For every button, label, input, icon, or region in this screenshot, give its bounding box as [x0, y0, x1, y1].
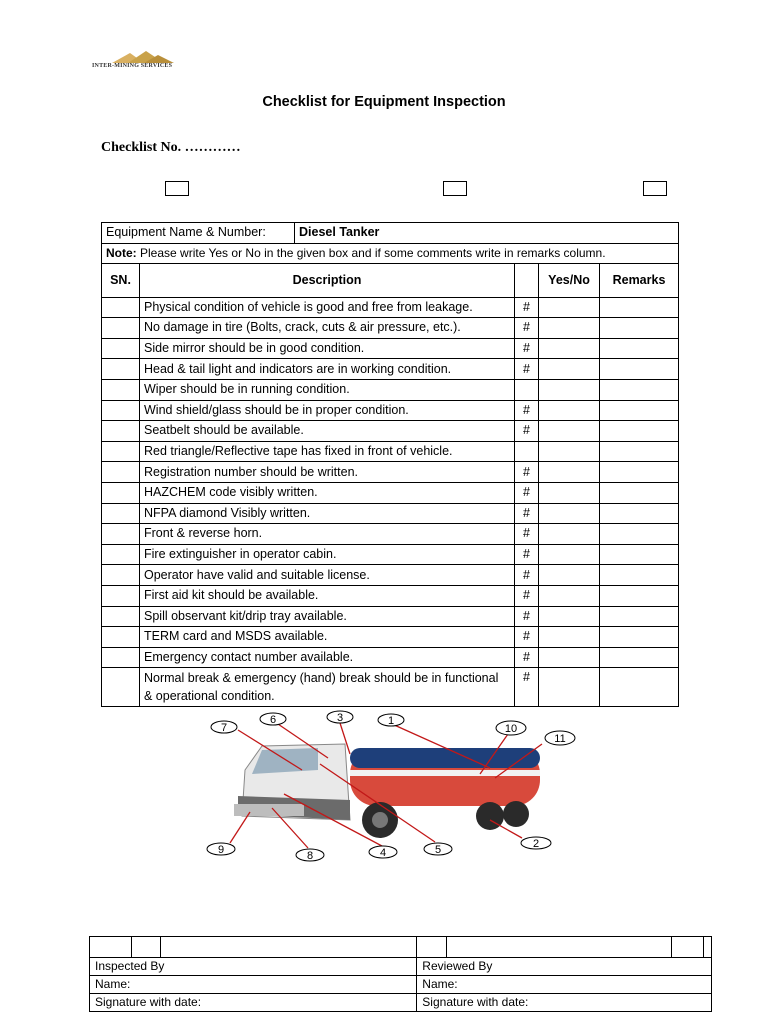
row-sn	[102, 441, 140, 462]
row-remarks[interactable]	[600, 359, 679, 380]
row-description: HAZCHEM code visibly written.	[140, 482, 515, 503]
row-yes-no[interactable]	[539, 647, 600, 668]
row-description: Operator have valid and suitable license.	[140, 565, 515, 586]
callout-11: 11	[554, 733, 566, 745]
row-remarks[interactable]	[600, 585, 679, 606]
row-yes-no[interactable]	[539, 482, 600, 503]
truck-illustration	[234, 744, 540, 838]
row-description: Emergency contact number available.	[140, 647, 515, 668]
callout-1: 1	[387, 715, 395, 727]
row-sn	[102, 318, 140, 339]
signoff-cell	[446, 937, 671, 958]
row-mark: #	[515, 627, 539, 648]
row-remarks[interactable]	[600, 421, 679, 442]
row-yes-no[interactable]	[539, 606, 600, 627]
table-row	[102, 297, 679, 318]
row-mark: #	[515, 421, 539, 442]
signoff-cell	[160, 937, 417, 958]
table-row	[102, 482, 679, 503]
checkbox-right[interactable]	[643, 181, 667, 196]
table-row	[102, 318, 679, 339]
equipment-value[interactable]: Diesel Tanker	[295, 223, 679, 244]
header-remarks: Remarks	[600, 263, 679, 297]
row-sn	[102, 379, 140, 400]
row-mark: #	[515, 524, 539, 545]
row-mark	[515, 379, 539, 400]
row-description: Seatbelt should be available.	[140, 421, 515, 442]
row-description: Head & tail light and indicators are in working condition.	[140, 359, 515, 380]
row-mark: #	[515, 565, 539, 586]
table-row	[102, 379, 679, 400]
callout-6: 6	[269, 714, 277, 726]
row-description: No damage in tire (Bolts, crack, cuts & air pressure, etc.).	[140, 318, 515, 339]
row-description: Red triangle/Reflective tape has fixed in front of vehicle.	[140, 441, 515, 462]
row-sn	[102, 338, 140, 359]
row-yes-no[interactable]	[539, 585, 600, 606]
table-row	[102, 338, 679, 359]
row-yes-no[interactable]	[539, 544, 600, 565]
row-remarks[interactable]	[600, 482, 679, 503]
equipment-label: Equipment Name & Number:	[102, 223, 295, 244]
row-description: Normal break & emergency (hand) break should be in functional & operational condition.	[140, 668, 515, 707]
page-title: Checklist for Equipment Inspection	[262, 94, 506, 110]
logo-text: INTER-MINING SERVICES	[92, 63, 173, 69]
inspection-table	[101, 222, 679, 707]
note-text: Please write Yes or No in the given box and if some comments write in remarks column.	[136, 245, 606, 260]
row-mark: #	[515, 359, 539, 380]
row-mark: #	[515, 647, 539, 668]
reviewer-signature-field[interactable]: Signature with date:	[417, 994, 712, 1012]
row-remarks[interactable]	[600, 565, 679, 586]
row-sn	[102, 544, 140, 565]
row-mark: #	[515, 338, 539, 359]
row-sn	[102, 524, 140, 545]
row-description: Front & reverse horn.	[140, 524, 515, 545]
row-yes-no[interactable]	[539, 318, 600, 339]
row-sn	[102, 668, 140, 707]
row-mark: #	[515, 606, 539, 627]
note-row	[102, 243, 679, 263]
row-yes-no[interactable]	[539, 524, 600, 545]
row-remarks[interactable]	[600, 544, 679, 565]
inspector-signature-field[interactable]: Signature with date:	[90, 994, 417, 1012]
row-description: First aid kit should be available.	[140, 585, 515, 606]
row-sn	[102, 627, 140, 648]
callout-4: 4	[379, 847, 387, 859]
callout-7: 7	[220, 722, 228, 734]
callout-3: 3	[336, 712, 344, 724]
table-row	[102, 647, 679, 668]
row-remarks[interactable]	[600, 379, 679, 400]
table-row	[102, 668, 679, 707]
inspector-name-field[interactable]: Name:	[90, 976, 417, 994]
row-remarks[interactable]	[600, 318, 679, 339]
signoff-table	[89, 936, 712, 1012]
table-row	[102, 441, 679, 462]
inspected-by-label: Inspected By	[90, 958, 417, 976]
table-row	[102, 585, 679, 606]
row-mark	[515, 441, 539, 462]
row-yes-no[interactable]	[539, 503, 600, 524]
row-sn	[102, 647, 140, 668]
row-sn	[102, 606, 140, 627]
table-row	[102, 524, 679, 545]
row-mark: #	[515, 400, 539, 421]
row-mark: #	[515, 544, 539, 565]
row-remarks[interactable]	[600, 647, 679, 668]
row-description: Wind shield/glass should be in proper condition.	[140, 400, 515, 421]
row-yes-no[interactable]	[539, 441, 600, 462]
row-description: Registration number should be written.	[140, 462, 515, 483]
row-yes-no[interactable]	[539, 359, 600, 380]
row-mark: #	[515, 462, 539, 483]
row-sn	[102, 297, 140, 318]
row-remarks[interactable]	[600, 627, 679, 648]
row-sn	[102, 565, 140, 586]
header-sn: SN.	[102, 263, 140, 297]
row-sn	[102, 359, 140, 380]
header-yes-no: Yes/No	[539, 263, 600, 297]
row-remarks[interactable]	[600, 606, 679, 627]
table-row	[102, 462, 679, 483]
row-remarks[interactable]	[600, 503, 679, 524]
header-description: Description	[140, 263, 515, 297]
callout-10: 10	[504, 723, 518, 735]
row-description: Wiper should be in running condition.	[140, 379, 515, 400]
row-remarks[interactable]	[600, 297, 679, 318]
table-row	[102, 421, 679, 442]
row-remarks[interactable]	[600, 338, 679, 359]
row-mark: #	[515, 297, 539, 318]
row-yes-no[interactable]	[539, 297, 600, 318]
truck-diagram	[200, 708, 590, 868]
row-yes-no[interactable]	[539, 565, 600, 586]
row-sn	[102, 400, 140, 421]
row-yes-no[interactable]	[539, 338, 600, 359]
row-mark: #	[515, 318, 539, 339]
row-remarks[interactable]	[600, 441, 679, 462]
row-yes-no[interactable]	[539, 627, 600, 648]
row-description: Physical condition of vehicle is good and free from leakage.	[140, 297, 515, 318]
row-sn	[102, 421, 140, 442]
header-blank	[515, 263, 539, 297]
callout-9: 9	[217, 844, 225, 856]
table-row	[102, 503, 679, 524]
signoff-cell	[90, 937, 132, 958]
checklist-rows	[102, 297, 679, 707]
signoff-cell	[417, 937, 446, 958]
reviewed-by-label: Reviewed By	[417, 958, 712, 976]
reviewer-name-field[interactable]: Name:	[417, 976, 712, 994]
row-description: Spill observant kit/drip tray available.	[140, 606, 515, 627]
callout-2: 2	[532, 838, 540, 850]
row-description: NFPA diamond Visibly written.	[140, 503, 515, 524]
signoff-cell	[703, 937, 711, 958]
row-sn	[102, 503, 140, 524]
row-yes-no[interactable]	[539, 400, 600, 421]
note-label: Note:	[106, 245, 137, 260]
row-remarks[interactable]	[600, 668, 679, 707]
row-description: Side mirror should be in good condition.	[140, 338, 515, 359]
row-sn	[102, 462, 140, 483]
row-yes-no[interactable]	[539, 379, 600, 400]
checkbox-left[interactable]	[165, 181, 189, 196]
row-mark: #	[515, 503, 539, 524]
signoff-cell	[132, 937, 160, 958]
row-remarks[interactable]	[600, 524, 679, 545]
row-mark: #	[515, 585, 539, 606]
table-row	[102, 565, 679, 586]
table-row	[102, 359, 679, 380]
table-row	[102, 400, 679, 421]
callout-8: 8	[306, 850, 314, 862]
row-sn	[102, 482, 140, 503]
row-remarks[interactable]	[600, 462, 679, 483]
row-yes-no[interactable]	[539, 668, 600, 707]
checklist-number: Checklist No. …………	[101, 140, 241, 155]
row-sn	[102, 585, 140, 606]
row-yes-no[interactable]	[539, 462, 600, 483]
callout-5: 5	[434, 844, 442, 856]
row-mark: #	[515, 668, 539, 707]
signoff-cell	[671, 937, 703, 958]
row-remarks[interactable]	[600, 400, 679, 421]
row-description: Fire extinguisher in operator cabin.	[140, 544, 515, 565]
table-row	[102, 544, 679, 565]
row-yes-no[interactable]	[539, 421, 600, 442]
row-description: TERM card and MSDS available.	[140, 627, 515, 648]
table-row	[102, 627, 679, 648]
row-mark: #	[515, 482, 539, 503]
table-row	[102, 606, 679, 627]
checkbox-middle[interactable]	[443, 181, 467, 196]
